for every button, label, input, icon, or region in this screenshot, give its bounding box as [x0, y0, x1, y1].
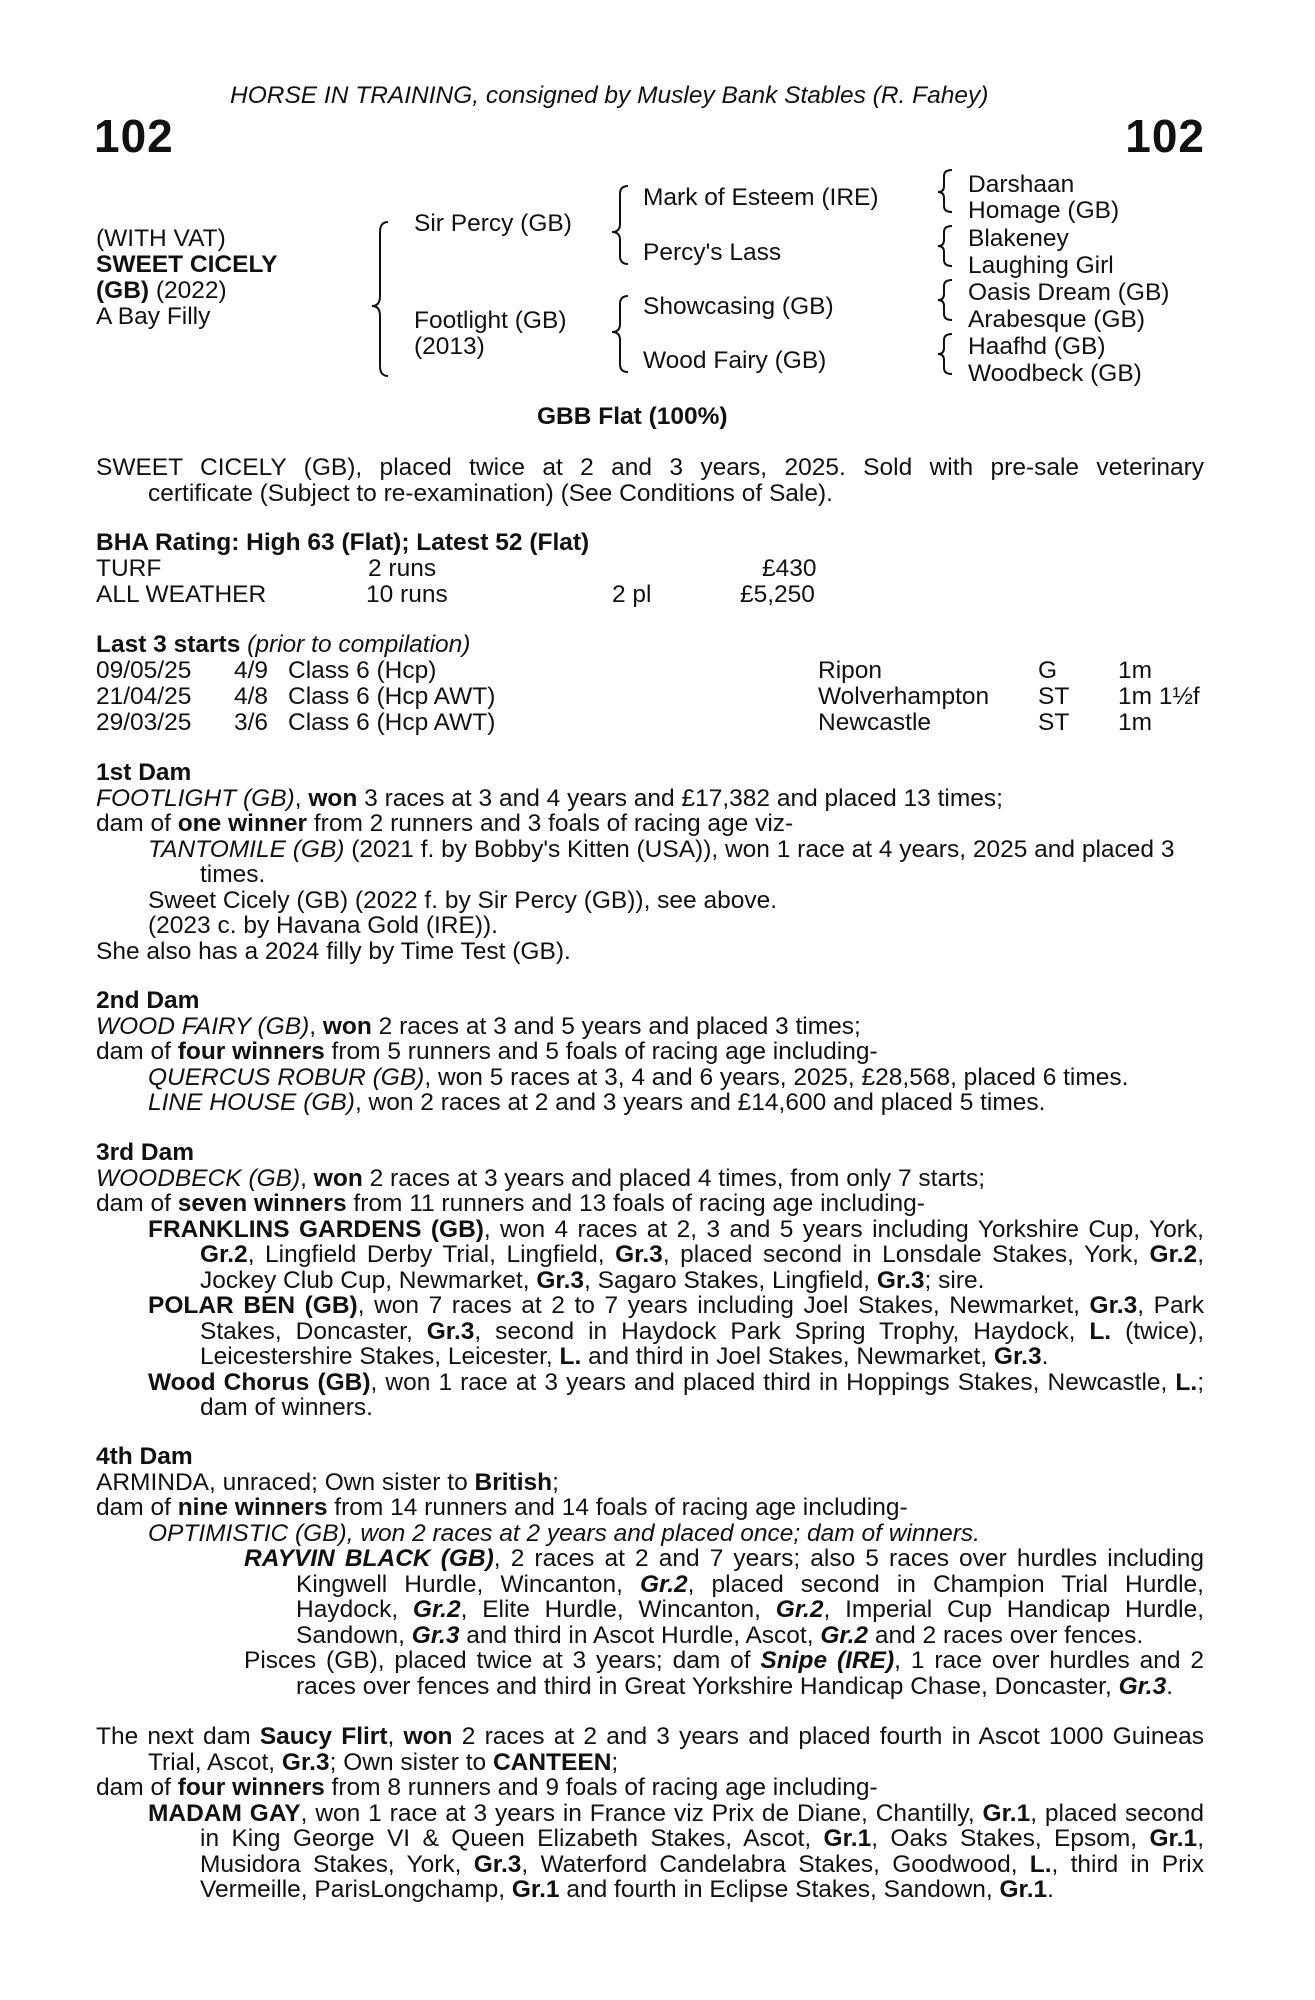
dam-produce-summary: dam of one winner from 2 runners and 3 foals of racing age viz- — [96, 810, 794, 837]
pedigree-gen3-4: Wood Fairy (GB) — [643, 347, 827, 374]
page-header-title: HORSE IN TRAINING, consigned by Musley Bank Stables (R. Fahey) — [230, 82, 989, 109]
start-date: 09/05/25 — [96, 657, 192, 684]
dam-record: The next dam Saucy Flirt, won 2 races at 2 and 3 years and placed fourth in Ascot 1000 Guineas Trial, Ascot, Gr.3; Own sister to CANTEEN; — [96, 1723, 1204, 1776]
produce-entry: QUERCUS ROBUR (GB), won 5 races at 3, 4 and 6 years, 2025, £28,568, placed 6 times. — [148, 1063, 1129, 1091]
bha-turf-runs: 2 runs — [368, 555, 437, 582]
produce-entry: Sweet Cicely (GB) (2022 f. by Sir Percy (GB)), see above. — [148, 886, 778, 914]
bha-aw-prize: £5,250 — [740, 581, 815, 608]
start-going: ST — [1038, 709, 1070, 736]
produce-entry: POLAR BEN (GB), won 7 races at 2 to 7 years including Joel Stakes, Newmarket, Gr.3, Park Stakes, Doncaster, Gr.3, second in Haydock Park Spring Trophy, Haydock, L. (twice), Leicestershire Stakes, Leicester, L. and third in Joel Stakes, Newmarket, Gr.3. — [148, 1292, 1205, 1370]
start-position: 4/9 — [234, 657, 269, 684]
section-heading: 4th Dam — [96, 1443, 193, 1470]
pedigree-gen4-2: Homage (GB) — [968, 197, 1120, 224]
pedigree-gen4-6: Arabesque (GB) — [968, 306, 1146, 333]
dam-produce-summary: dam of four winners from 5 runners and 5 foals of racing age including- — [96, 1038, 878, 1065]
pedigree-gen4-3: Blakeney — [968, 225, 1069, 252]
start-course: Newcastle — [818, 709, 932, 736]
bha-row-allweather: ALL WEATHER — [96, 581, 267, 608]
pedigree-gen4-1: Darshaan — [968, 171, 1075, 198]
pedigree-gen4-8: Woodbeck (GB) — [968, 360, 1142, 387]
gbb-label: GBB Flat (100%) — [537, 403, 728, 430]
bha-row-turf: TURF — [96, 555, 162, 582]
start-going: G — [1038, 657, 1058, 684]
produce-entry: FRANKLINS GARDENS (GB), won 4 races at 2, 3 and 5 years including Yorkshire Cup, York, Gr.2, Lingfield Derby Trial, Lingfield, Gr.3, placed second in Lonsdale Stakes, York, Gr.2, Jockey Club Cup, Newmarket, Gr.3, Sagaro Stakes, Lingfield, Gr.3; sire. — [148, 1215, 1205, 1294]
bha-aw-runs: 10 runs — [366, 581, 448, 608]
pedigree-gen4-5: Oasis Dream (GB) — [968, 279, 1170, 306]
section-1st-dam — [96, 760, 1204, 964]
start-date: 21/04/25 — [96, 683, 192, 710]
horse-description: A Bay Filly — [96, 303, 211, 330]
start-class: Class 6 (Hcp AWT) — [288, 709, 496, 736]
dam-produce-summary: dam of four winners from 8 runners and 9 foals of racing age including- — [96, 1774, 878, 1801]
bha-turf-prize: £430 — [762, 555, 817, 582]
bha-aw-placed: 2 pl — [612, 581, 652, 608]
produce-entry: LINE HOUSE (GB), won 2 races at 2 and 3 years and £14,600 and placed 5 times. — [148, 1089, 1046, 1116]
start-course: Ripon — [818, 657, 883, 684]
start-class: Class 6 (Hcp AWT) — [288, 683, 496, 710]
start-class: Class 6 (Hcp) — [288, 657, 437, 684]
bha-heading: BHA Rating: High 63 (Flat); Latest 52 (Flat) — [96, 529, 590, 556]
start-distance: 1m — [1118, 657, 1153, 684]
pedigree-sire: Sir Percy (GB) — [414, 210, 572, 237]
dam-produce-summary: dam of nine winners from 14 runners and 14 foals of racing age including- — [96, 1494, 908, 1521]
produce-entry: (2023 c. by Havana Gold (IRE)). — [148, 912, 498, 939]
start-date: 29/03/25 — [96, 709, 192, 736]
section-heading: 1st Dam — [96, 759, 192, 786]
pedigree-gen3-1: Mark of Esteem (IRE) — [643, 184, 879, 211]
pedigree-gen3-2: Percy's Lass — [643, 239, 782, 266]
dam-record: FOOTLIGHT (GB), won 3 races at 3 and 4 years and £17,382 and placed 13 times; — [96, 784, 1003, 812]
pedigree-gen4-7: Haafhd (GB) — [968, 333, 1106, 360]
produce-note: She also has a 2024 filly by Time Test (GB). — [96, 937, 571, 965]
horse-name: SWEET CICELY — [96, 251, 278, 278]
start-course: Wolverhampton — [818, 683, 990, 710]
vat-note: (WITH VAT) — [96, 225, 226, 252]
start-position: 3/6 — [234, 709, 269, 736]
horse-origin-year: (GB) (2022) — [96, 277, 227, 304]
lot-number-right: 102 — [1125, 110, 1205, 162]
section-2nd-dam — [96, 988, 1204, 1116]
summary-line2: certificate (Subject to re-examination) (See Conditions of Sale). — [148, 480, 833, 507]
section-heading: 2nd Dam — [96, 987, 200, 1014]
produce-entry: TANTOMILE (GB) (2021 f. by Bobby's Kitten (USA)), won 1 race at 4 years, 2025 and placed 3 times. — [148, 835, 1175, 888]
pedigree-gen3-3: Showcasing (GB) — [643, 293, 834, 320]
section-next-dam — [96, 1724, 1204, 1903]
produce-entry: Wood Chorus (GB), won 1 race at 3 years and placed third in Hoppings Stakes, Newcastle, L.; dam of winners. — [148, 1368, 1204, 1421]
produce-entry: Pisces (GB), placed twice at 3 years; dam of Snipe (IRE), 1 race over hurdles and 2 races over fences and third in Great Yorkshire Handicap Chase, Doncaster, Gr.3. — [244, 1647, 1205, 1700]
start-going: ST — [1038, 683, 1070, 710]
summary-line1: SWEET CICELY (GB), placed twice at 2 and 3 years, 2025. Sold with pre-sale veterinary — [96, 454, 1204, 481]
pedigree-dam-year: (2013) — [414, 333, 485, 360]
section-heading: 3rd Dam — [96, 1139, 195, 1166]
dam-produce-summary: dam of seven winners from 11 runners and 13 foals of racing age including- — [96, 1190, 925, 1217]
starts-heading: Last 3 starts (prior to compilation) — [96, 631, 471, 658]
dam-record: WOOD FAIRY (GB), won 2 races at 3 and 5 years and placed 3 times; — [96, 1012, 861, 1040]
section-4th-dam — [96, 1444, 1204, 1699]
produce-entry: MADAM GAY, won 1 race at 3 years in France viz Prix de Diane, Chantilly, Gr.1, placed second in King George VI & Queen Elizabeth Stakes, Ascot, Gr.1, Oaks Stakes, Epsom, Gr.1, Musidora Stakes, York, Gr.3, Waterford Candelabra Stakes, Goodwood, L., third in Prix Vermeille, ParisLongchamp, Gr.1 and fourth in Eclipse Stakes, Sandown, Gr.1. — [148, 1799, 1205, 1903]
start-distance: 1m 1½f — [1118, 683, 1200, 710]
pedigree-dam: Footlight (GB) — [414, 307, 567, 334]
dam-record: WOODBECK (GB), won 2 races at 3 years and placed 4 times, from only 7 starts; — [96, 1164, 986, 1192]
start-position: 4/8 — [234, 683, 269, 710]
produce-entry: OPTIMISTIC (GB), won 2 races at 2 years and placed once; dam of winners. — [148, 1519, 980, 1547]
pedigree-gen4-4: Laughing Girl — [968, 252, 1114, 279]
produce-entry: RAYVIN BLACK (GB), 2 races at 2 and 7 years; also 5 races over hurdles including Kingwell Hurdle, Wincanton, Gr.2, placed second in Champion Trial Hurdle, Haydock, Gr.2, Elite Hurdle, Wincanton, Gr.2, Imperial Cup Handicap Hurdle, Sandown, Gr.3 and third in Ascot Hurdle, Ascot, Gr.2 and 2 races over fences. — [244, 1545, 1205, 1649]
dam-record: ARMINDA, unraced; Own sister to British; — [96, 1468, 559, 1496]
start-distance: 1m — [1118, 709, 1153, 736]
section-3rd-dam — [96, 1140, 1204, 1421]
lot-number-left: 102 — [94, 110, 174, 162]
